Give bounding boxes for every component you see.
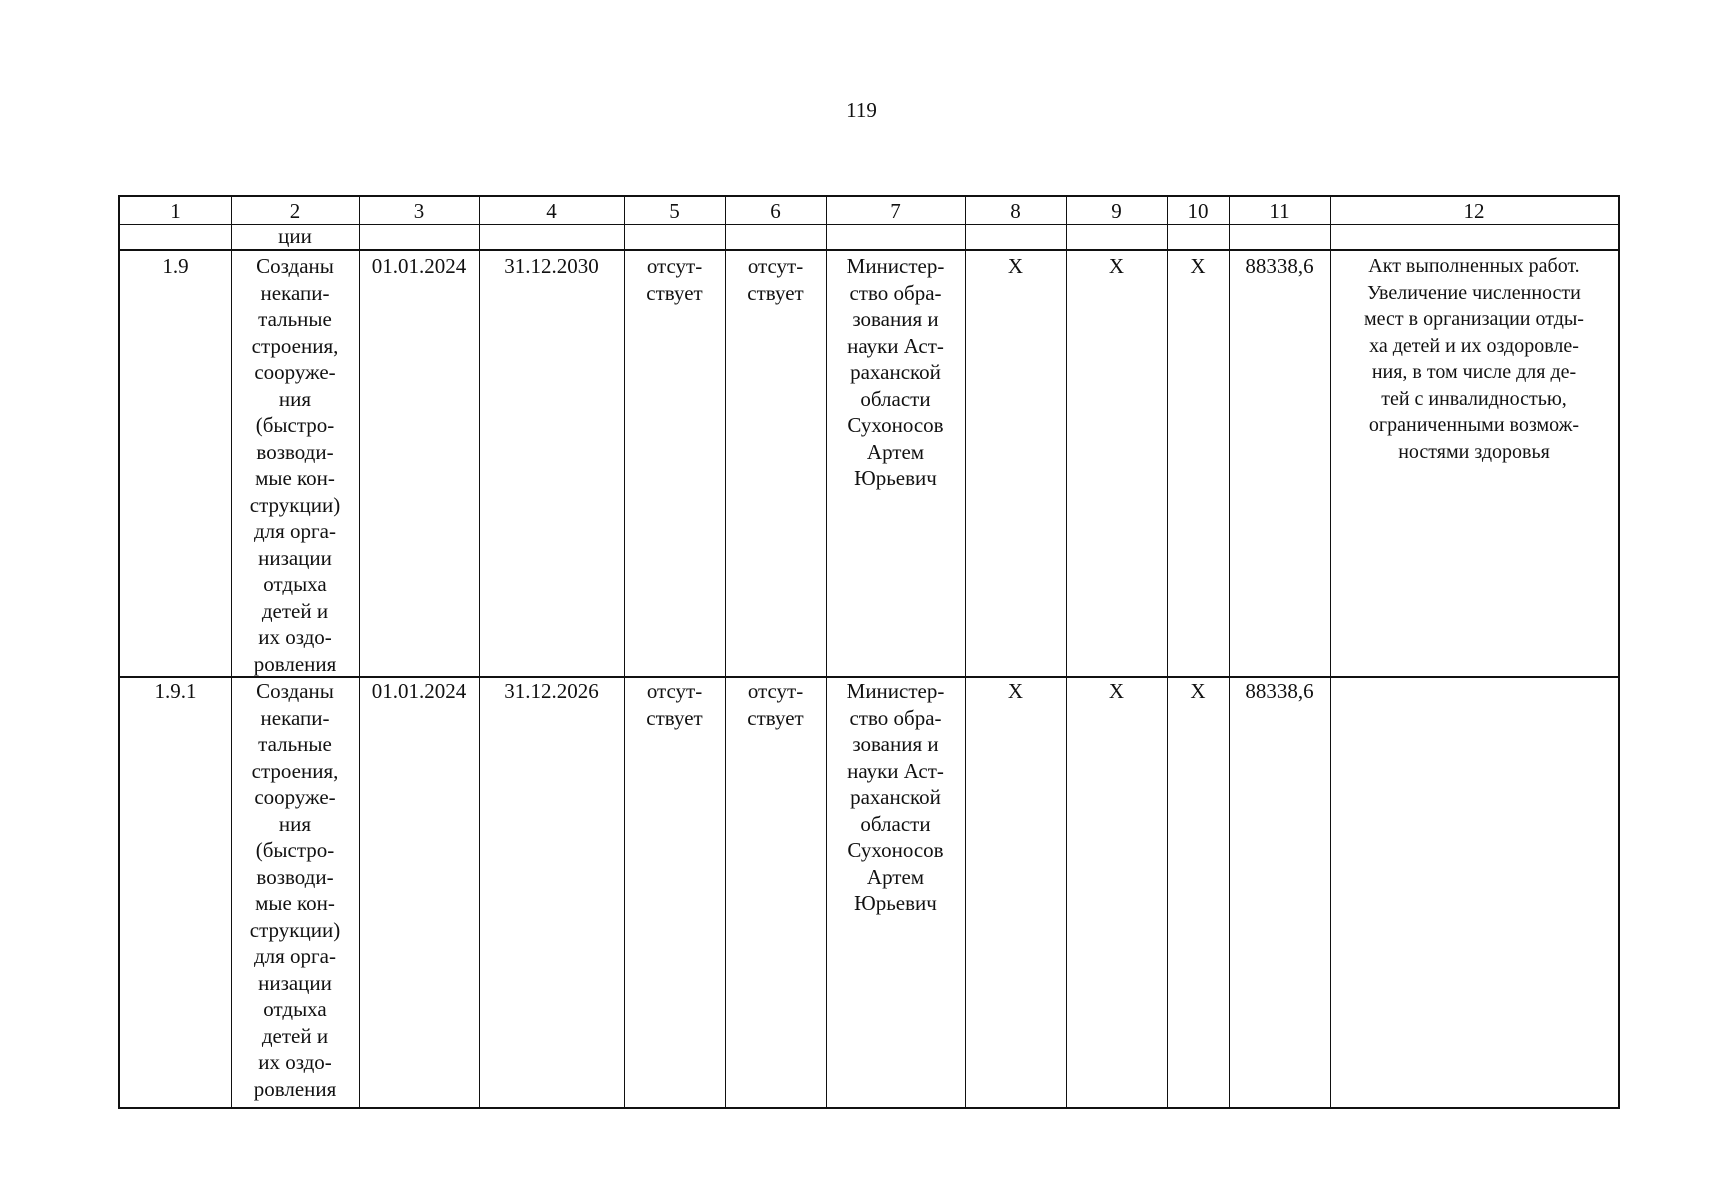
column-5-value: [624, 253, 725, 306]
text-line: зования и: [852, 307, 939, 331]
text-line: мест в организации отды-: [1364, 308, 1584, 330]
text-line: ровления: [253, 651, 337, 676]
text-line: отдыха: [263, 572, 327, 596]
text-line: зования и: [852, 732, 939, 756]
text-line: науки Аст-: [847, 758, 944, 783]
column-number: 8: [1010, 199, 1021, 223]
result-description: [1330, 253, 1618, 465]
text-line: Акт выполненных работ.: [1368, 255, 1580, 277]
text-line: Сухоносов: [847, 413, 944, 437]
text-line: ностями здоровья: [1398, 440, 1550, 463]
text-line: сооруже-: [254, 360, 336, 384]
text-line: отдыха: [263, 997, 327, 1021]
text-line: детей и: [261, 598, 329, 623]
text-line: сооруже-: [254, 785, 336, 809]
table-row: [120, 251, 1618, 676]
measure-name: [231, 678, 359, 1102]
text-line: ния: [278, 811, 312, 836]
column-8-value: Х: [1007, 679, 1024, 703]
text-line: некапи-: [260, 705, 330, 730]
column-number: 12: [1463, 199, 1485, 223]
column-9-value: Х: [1108, 679, 1125, 703]
text-line: раханской: [850, 360, 941, 384]
column-6-value: [725, 253, 826, 306]
text-line: Артем: [866, 864, 925, 889]
text-line: для орга-: [253, 944, 336, 968]
text-line: для орга-: [253, 519, 336, 543]
start-date: 01.01.2024: [371, 254, 467, 278]
text-line: тальные: [258, 732, 332, 756]
text-line: раханской: [850, 785, 941, 809]
text-line: строения,: [251, 758, 339, 783]
column-8-value: Х: [1007, 254, 1024, 278]
column-9-value: Х: [1108, 254, 1125, 278]
column-number: 2: [289, 199, 301, 223]
continuation-text: ции: [278, 224, 312, 248]
row-number: 1.9: [162, 254, 189, 278]
text-line: мые кон-: [255, 466, 335, 490]
text-line: Сухоносов: [847, 838, 944, 862]
column-number: 6: [770, 199, 781, 223]
text-line: отсут-: [747, 254, 804, 278]
text-line: ство обра-: [849, 705, 942, 730]
text-line: (быстро-: [255, 413, 335, 437]
text-line: Министер-: [846, 679, 945, 703]
text-line: струкции): [249, 917, 341, 942]
text-line: детей и: [261, 1023, 329, 1048]
text-line: Юрьевич: [854, 466, 937, 490]
text-line: Созданы: [256, 254, 334, 278]
text-line: возводи-: [256, 439, 334, 464]
text-line: строения,: [251, 333, 339, 358]
end-date: 31.12.2030: [504, 254, 599, 278]
text-line: их оздо-: [258, 1050, 332, 1074]
column-number: 3: [413, 199, 425, 223]
text-line: области: [860, 386, 931, 411]
text-line: (быстро-: [255, 838, 335, 862]
page-number: 119: [846, 98, 877, 122]
text-line: ствует: [646, 280, 703, 305]
amount: 88338,6: [1245, 679, 1314, 703]
start-date: 01.01.2024: [371, 679, 467, 703]
text-line: отсут-: [646, 679, 703, 703]
column-number: 7: [890, 199, 901, 223]
end-date: 31.12.2026: [504, 679, 599, 703]
text-line: ство обра-: [849, 280, 942, 305]
row-number: 1.9.1: [154, 679, 197, 703]
text-line: ствует: [646, 705, 703, 730]
data-table: [118, 195, 1620, 1109]
text-line: ния, в том числе для де-: [1371, 361, 1577, 383]
text-line: ствует: [747, 280, 804, 305]
text-line: Увеличение численности: [1367, 281, 1581, 304]
continuation-row: [120, 225, 1618, 249]
text-line: мые кон-: [255, 891, 335, 915]
measure-name: [231, 253, 359, 677]
text-line: Созданы: [256, 679, 334, 703]
text-line: Юрьевич: [854, 891, 937, 915]
responsible: [826, 253, 965, 492]
table-row: [120, 678, 1618, 1107]
column-number: 9: [1111, 199, 1122, 223]
text-line: ограниченными возмож-: [1368, 414, 1580, 436]
column-10-value: Х: [1190, 679, 1206, 703]
column-number: 10: [1187, 199, 1209, 223]
text-line: ния: [278, 386, 312, 411]
text-line: отсут-: [747, 679, 804, 703]
column-10-value: Х: [1190, 254, 1206, 278]
column-number: 5: [669, 199, 680, 223]
text-line: низации: [258, 970, 332, 995]
responsible: [826, 678, 965, 917]
text-line: их оздо-: [258, 625, 332, 649]
text-line: ровления: [253, 1076, 337, 1101]
column-number: 11: [1269, 199, 1290, 223]
column-number: 1: [170, 199, 181, 223]
column-number: 4: [546, 199, 557, 223]
text-line: возводи-: [256, 864, 334, 889]
text-line: низации: [258, 545, 332, 570]
text-line: Министер-: [846, 254, 945, 278]
column-6-value: [725, 678, 826, 731]
text-line: тей с инвалидностью,: [1381, 387, 1567, 410]
text-line: Артем: [866, 439, 925, 464]
column-5-value: [624, 678, 725, 731]
text-line: отсут-: [646, 254, 703, 278]
amount: 88338,6: [1245, 254, 1314, 278]
text-line: тальные: [258, 307, 332, 331]
text-line: науки Аст-: [847, 333, 944, 358]
text-line: ствует: [747, 705, 804, 730]
text-line: некапи-: [260, 280, 330, 305]
text-line: ха детей и их оздоровле-: [1369, 334, 1579, 357]
text-line: области: [860, 811, 931, 836]
column-number-row: [120, 197, 1618, 224]
text-line: струкции): [249, 492, 341, 517]
